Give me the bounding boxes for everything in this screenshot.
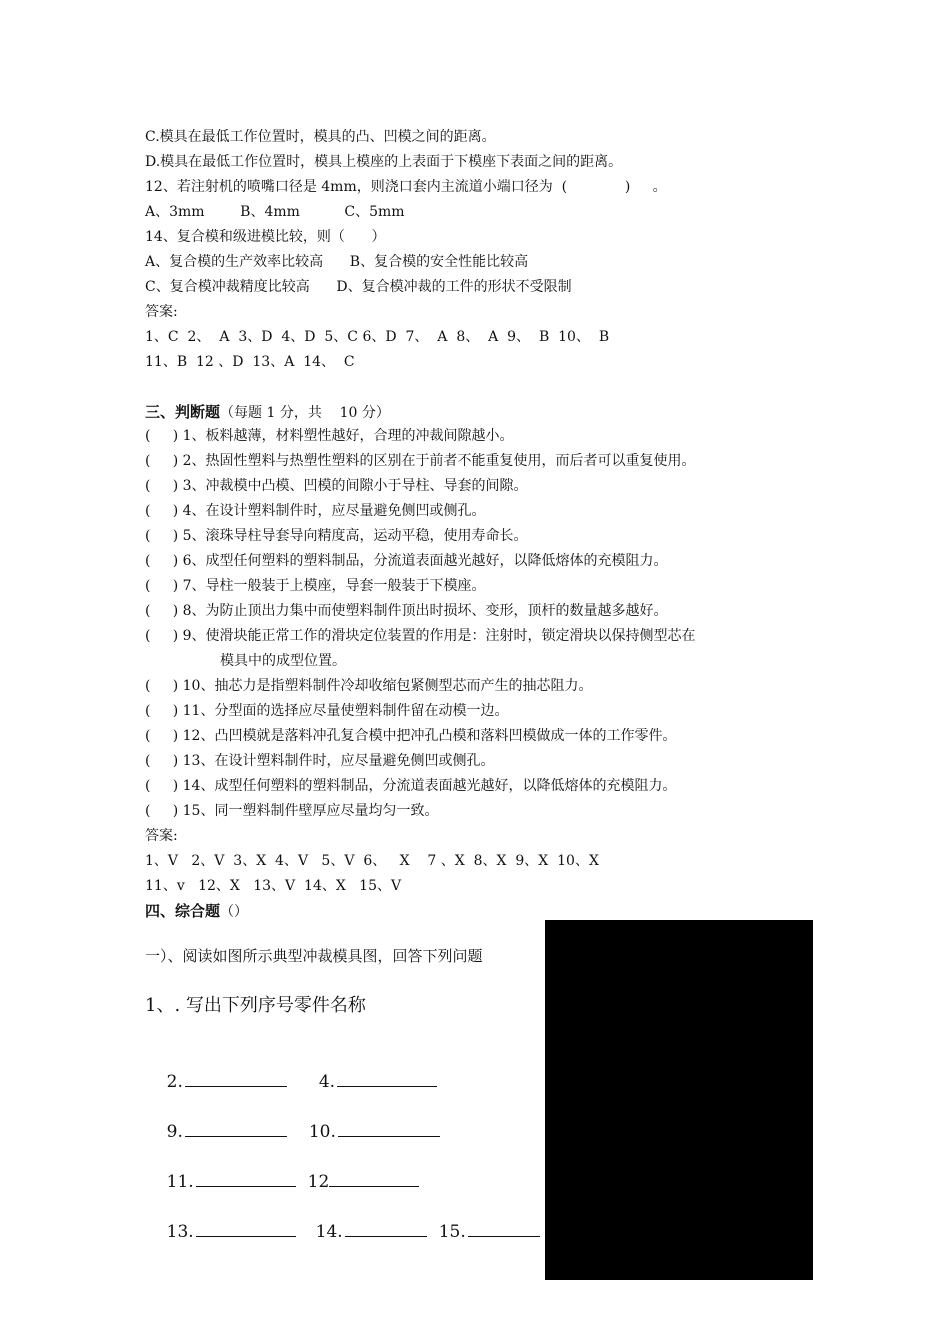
judge-item-4: ( ) 4、在设计塑料制件时，应尽量避免侧凹或侧孔。	[145, 503, 486, 519]
section-4-heading	[145, 901, 248, 922]
judge-item-8: ( ) 8、为防止顶出力集中而使塑料制件顶出时损坏、变形，顶杆的数量越多越好。	[145, 603, 668, 619]
question-14: 14、复合模和级进模比较，则（ ）	[145, 229, 386, 245]
judge-item-2: ( ) 2、热固性塑料与热塑性塑料的区别在于前者不能重复使用，而后者可以重复使用。	[145, 453, 696, 469]
blank-line-11[interactable]	[196, 1168, 296, 1187]
blank-line-2[interactable]	[185, 1068, 287, 1087]
judge-item-12: ( ) 12、凸凹模就是落料冲孔复合模中把冲孔凸模和落料凹模做成一体的工作零件。	[145, 728, 677, 744]
question-14-options-ab: A、复合模的生产效率比较高 B、复合模的安全性能比较高	[145, 254, 529, 270]
blank-line-15[interactable]	[468, 1218, 540, 1237]
section-3-heading	[145, 402, 390, 423]
section-3-answers-row-2: 11、v 12、X 13、V 14、X 15、V	[145, 878, 402, 894]
blank-label-13: 13.	[166, 1222, 194, 1242]
judge-item-1: ( ) 1、板料越薄，材料塑性越好，合理的冲裁间隙越小。	[145, 428, 514, 444]
blank-label-9: 9.	[166, 1122, 183, 1142]
section-4-question-1: 1、. 写出下列序号零件名称	[145, 995, 366, 1016]
blank-line-14[interactable]	[345, 1218, 427, 1237]
judge-item-3: ( ) 3、冲裁模中凸模、凹模的间隙小于导柱、导套的间隙。	[145, 478, 528, 494]
option-d-line: D.模具在最低工作位置时，模具上模座的上表面于下模座下表面之间的距离。	[145, 154, 623, 170]
section-3-answer-label: 答案:	[145, 828, 178, 844]
section-3-answers-row-1: 1、V 2、V 3、X 4、V 5、V 6、 X 7 、X 8、X 9、X 10、X	[145, 853, 599, 869]
blank-label-15: 15.	[438, 1222, 466, 1242]
option-c-line: C.模具在最低工作位置时，模具的凸、凹模之间的距离。	[145, 129, 496, 145]
judge-item-7: ( ) 7、导柱一般装于上模座，导套一般装于下模座。	[145, 578, 486, 594]
section-4-title: 四、综合题	[145, 902, 221, 920]
section-3-subtitle: （每题 1 分，共 10 分）	[220, 405, 390, 421]
judge-item-6: ( ) 6、成型任何塑料的塑料制品，分流道表面越光越好，以降低熔体的充模阻力。	[145, 553, 668, 569]
blank-line-12[interactable]	[329, 1168, 419, 1187]
judge-item-11: ( ) 11、分型面的选择应尽量使塑料制件留在动模一边。	[145, 703, 509, 719]
question-14-options-cd: C、复合模冲裁精度比较高 D、复合模冲裁的工件的形状不受限制	[145, 279, 572, 295]
blank-label-2: 2.	[166, 1072, 183, 1092]
question-12-options: A、3mm B、4mm C、5mm	[145, 204, 405, 220]
answer-label: 答案:	[145, 304, 178, 320]
question-12: 12、若注射机的喷嘴口径是 4mm，则浇口套内主流道小端口径为 ( ) 。	[145, 179, 667, 195]
blank-label-14: 14.	[315, 1222, 343, 1242]
section-4-question-intro: 一）、阅读如图所示典型冲裁模具图，回答下列问题	[145, 947, 483, 965]
blank-line-13[interactable]	[196, 1218, 296, 1237]
judge-item-5: ( ) 5、滚珠导柱导套导向精度高，运动平稳，使用寿命长。	[145, 528, 528, 544]
judge-item-14: ( ) 14、成型任何塑料的塑料制品，分流道表面越光越好，以降低熔体的充模阻力。	[145, 778, 677, 794]
judge-item-13: ( ) 13、在设计塑料制件时，应尽量避免侧凹或侧孔。	[145, 753, 495, 769]
section-4-subtitle: （）	[220, 904, 249, 920]
answers-row-1: 1、C 2、 A 3、D 4、D 5、C 6、D 7、 A 8、 A 9、 B 10、 B	[145, 329, 610, 345]
judge-item-9: ( ) 9、使滑块能正常工作的滑块定位装置的作用是：注射时，锁定滑块以保持侧型芯在	[145, 628, 696, 644]
blank-label-12: 12	[307, 1172, 330, 1192]
blank-label-11: 11.	[166, 1172, 194, 1192]
judge-item-15: ( ) 15、同一塑料制件壁厚应尽量均匀一致。	[145, 803, 439, 819]
blank-label-4: 4.	[318, 1072, 336, 1092]
blank-label-10: 10.	[308, 1122, 336, 1142]
judge-item-9-cont: 模具中的成型位置。	[220, 653, 346, 669]
judge-item-10: ( ) 10、抽芯力是指塑料制件冷却收缩包紧侧型芯而产生的抽芯阻力。	[145, 678, 593, 694]
blank-line-10[interactable]	[338, 1118, 440, 1137]
section-3-title: 三、判断题	[145, 403, 221, 421]
blank-row-4	[145, 1194, 540, 1268]
blank-line-9[interactable]	[185, 1118, 287, 1137]
blank-line-4[interactable]	[337, 1068, 437, 1087]
answers-row-2: 11、B 12 、D 13、A 14、 C	[145, 354, 355, 370]
mold-diagram-redacted	[545, 920, 813, 1280]
